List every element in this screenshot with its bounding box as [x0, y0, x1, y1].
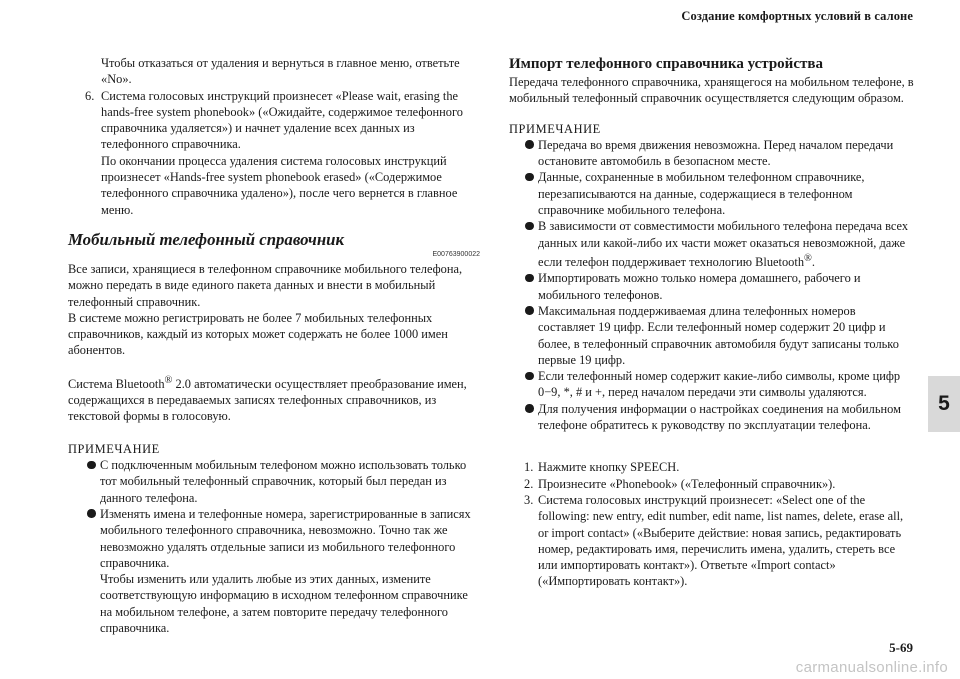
registered-mark: ® — [804, 252, 812, 264]
page-header: Создание комфортных условий в салоне — [681, 9, 913, 23]
step-number: 1. — [524, 460, 534, 475]
bullet-icon — [525, 372, 534, 381]
registered-mark: ® — [164, 374, 173, 386]
note-item — [509, 218, 914, 270]
section-title-mobile-phonebook: Мобильный телефонный справочник — [68, 229, 345, 249]
paragraph: Все записи, хранящиеся в телефонном справочнике мобильного телефона, можно передать в виде единого пакета данных и внести в мобильный телефонный справочник. — [68, 261, 463, 309]
list-item-number: 6. — [85, 88, 95, 103]
right-column — [509, 55, 914, 590]
paragraph-bluetooth — [68, 373, 480, 425]
note-text: Импортировать можно только номера домашнего, рабочего и мобильного телефонов. — [538, 271, 861, 302]
step-item — [509, 476, 914, 492]
paragraph: В системе можно регистрировать не более 7 мобильных телефонных справочников, каждый из которых может содержать не более 1000 имен абонентов. — [68, 310, 448, 358]
list-item-text: Система голосовых инструкций произнесет «Please wait, erasing the hands-free system phonebook» («Ожидайте, содержимое телефонного справочника удаляется») и начнет удаление всех данных из телефонного справочника. — [101, 88, 463, 152]
step-text: Произнесите «Phonebook» («Телефонный справочник»). — [538, 476, 836, 491]
list-item-continuation: По окончании процесса удаления система голосовых инструкций произнесет «Hands-free system phonebook erased» («Содержимое телефонного справочника удалено»), после чего вернется в главное меню. — [101, 153, 458, 217]
spacer — [68, 425, 480, 441]
note-item — [68, 457, 480, 506]
spacer — [509, 107, 914, 121]
bullet-icon — [525, 173, 534, 182]
chapter-tab-label: 5 — [938, 392, 950, 415]
note-text: Максимальная поддерживаемая длина телефонных номеров составляет 19 цифр. Если телефонный номер содержит 20 цифр и более, в телефонный справочник автомобиля будут записаны только первые 19 цифр. — [538, 303, 899, 367]
bullet-icon — [87, 509, 96, 518]
watermark: carmanualsonline.info — [795, 659, 948, 676]
bullet-icon — [525, 274, 534, 283]
intro-continuation: Чтобы отказаться от удаления и вернуться в главное меню, ответьте «No». — [101, 56, 460, 87]
step-number: 3. — [524, 492, 534, 507]
step-text: Нажмите кнопку SPEECH. — [538, 460, 680, 475]
note-text — [538, 218, 914, 270]
note-item — [509, 137, 914, 170]
note-title: ПРИМЕЧАНИЕ — [68, 441, 160, 456]
note-text: С подключенным мобильным телефоном можно использовать только тот мобильный телефонный справочник, который был передан из данного телефона. — [100, 458, 467, 505]
bullet-icon — [525, 140, 534, 149]
bullet-icon — [87, 461, 96, 470]
step-item — [509, 459, 914, 475]
note-text: Изменять имена и телефонные номера, зарегистрированные в записях мобильного телефонного справочника, невозможно. Точно так же невозможно удалять отдельные записи из мобильного телефонного справочника. — [100, 506, 471, 570]
text-span: Система Bluetooth — [68, 376, 165, 391]
text-span: В зависимости от совместимости мобильного телефона передача всех данных или какой-либо их части может оказаться невозможной, даже если телефон поддерживает технологию Bluetooth — [538, 219, 909, 270]
list-item-6 — [68, 88, 480, 218]
spacer — [509, 433, 914, 459]
paragraph: Передача телефонного справочника, хранящегося на мобильном телефоне, в мобильный телефонный справочник осуществляется следующим образом. — [509, 75, 914, 106]
page-number: 5-69 — [889, 640, 913, 655]
bullet-icon — [525, 222, 534, 231]
note-item — [509, 303, 914, 368]
spacer — [68, 359, 480, 373]
note-item — [509, 401, 914, 434]
note-item — [509, 270, 914, 303]
left-column — [68, 55, 480, 636]
step-number: 2. — [524, 476, 534, 491]
note-text: Передача во время движения невозможна. Перед началом передачи остановите автомобиль в безопасном месте. — [538, 137, 894, 169]
section-title-import-phonebook: Импорт телефонного справочника устройства — [509, 56, 823, 72]
note-continuation: Чтобы изменить или удалить любые из этих данных, измените соответствующую информацию в исходном телефонном справочнике на мобильном телефоне, а затем повторите передачу телефонного справочника. — [100, 572, 468, 636]
note-text: Если телефонный номер содержит какие-либо символы, кроме цифр 0−9, *, # и +, перед началом передачи эти символы удаляются. — [538, 369, 901, 400]
note-item — [509, 368, 914, 401]
note-text: Данные, сохраненные в мобильном телефонном справочнике, перезаписываются на данные, содержащиеся в телефонном справочнике мобильного телефона. — [538, 170, 865, 218]
bullet-icon — [525, 404, 534, 413]
note-title: ПРИМЕЧАНИЕ — [509, 121, 601, 136]
step-item — [509, 492, 914, 590]
chapter-tab — [928, 376, 960, 432]
note-item — [68, 506, 480, 636]
bullet-icon — [525, 306, 534, 315]
text-span: . — [811, 255, 815, 270]
note-item — [509, 169, 914, 218]
note-text: Для получения информации о настройках соединения на мобильном телефоне обратитесь к руководству по эксплуатации телефона. — [538, 401, 901, 433]
text-span: 2.0 автоматически осуществляет преобразование имен, содержащихся в передаваемых записях телефонных справочников, из текстовой формы в голосовую. — [68, 376, 467, 424]
section-code: E00763900022 — [432, 250, 480, 258]
step-text: Система голосовых инструкций произнесет: «Select one of the following: new entry, edit number, edit name, list names, delete, erase all, or import contact» («Выберите действие: новая запись, редактировать номер, редактировать имя, перечислить имена, удалить, стереть все или импортировать контакт»). Ответьте «Import contact» («Импортировать контакт»). — [538, 492, 904, 589]
